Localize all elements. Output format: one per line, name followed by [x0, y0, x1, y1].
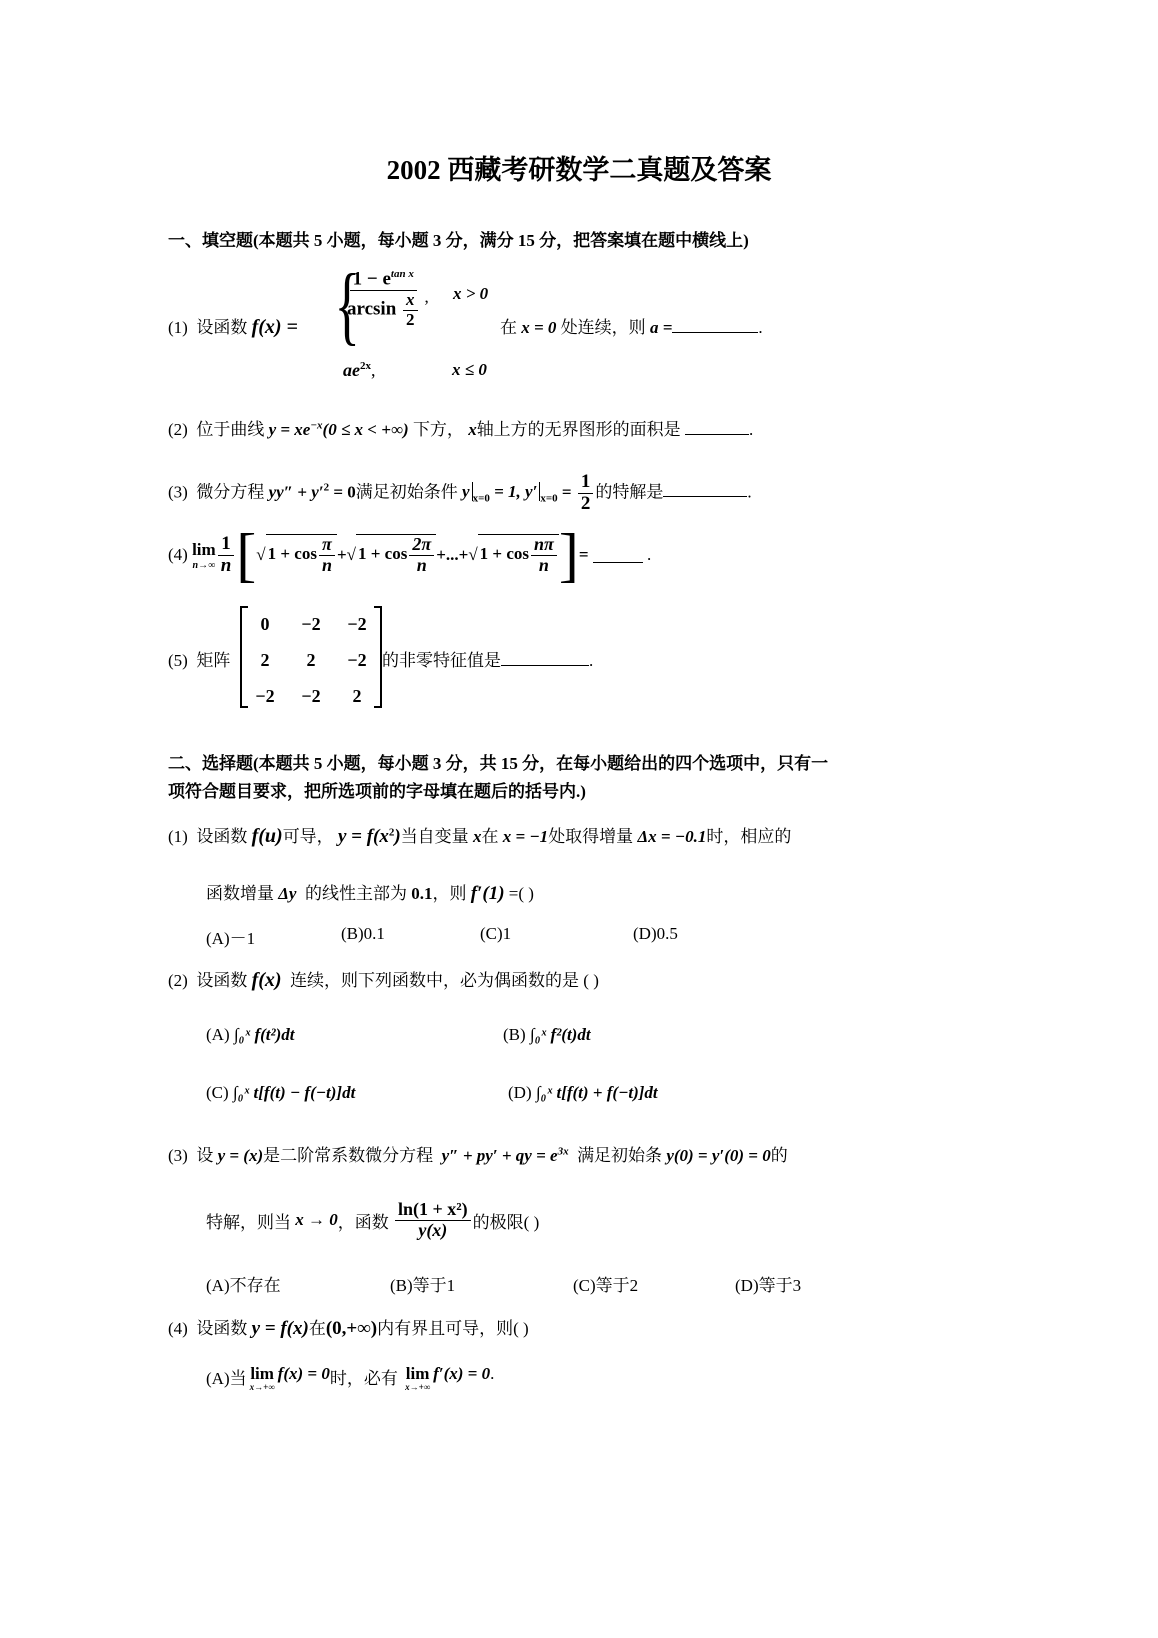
s2-q2: (2) 设函数 f(x) 连续，则下列函数中，必为偶函数的是 ( ) [168, 969, 599, 991]
s1-q1-lead: (1) 设函数 f(x) = [168, 316, 298, 338]
matrix-row: 0 −2 −2 [260, 613, 367, 634]
section-1-heading: 一、填空题(本题共 5 小题，每小题 3 分，满分 15 分，把答案填在题中横线上) [168, 231, 749, 250]
s2-q3-option-b: (B)等于1 [390, 1276, 456, 1295]
s1-q1-case2: $ae^{2x}$, [343, 360, 376, 380]
matrix [240, 606, 382, 708]
s2-q1-line2: 函数增量 Δy 的线性主部为 0.1，则 f′(1) =( ) [206, 883, 534, 904]
s1-q3: (3) 微分方程 $yy'' + y'^2 = 0$满足初始条件 y $_{x=0}$ = 1, y′ $_{x=0}$ = $\frac{1}{2}$ 的特解是 . [168, 471, 752, 514]
s1-q1-case1: $1 - e^{tan x}$ arcsin $\frac{x}{2}$ , [347, 268, 429, 329]
s2-q3-line1: (3) 设 y = (x)是二阶常系数微分方程 y″ + py′ + qy = $e^{3x}$ 满足初始条 y(0) = y′(0) = 0的 [168, 1145, 788, 1165]
s2-q3-option-d: (D)等于3 [735, 1276, 802, 1295]
s1-q5-lead: (5) 矩阵 [168, 651, 231, 670]
matrix-row: 2 2 −2 [260, 649, 367, 670]
s1-q1-cond2: x ≤ 0 [452, 360, 487, 379]
s2-q1-line1: (1) 设函数 f(u)可导， $y = f(x^2)$当自变量 x在 x = −1处取得增量 Δx = −0.1时，相应的 [168, 825, 792, 847]
s1-q5-tail: 的非零特征值是 . [382, 651, 594, 670]
s2-q2-option-a: (A) ∫₀ˣ f(t²)dt [206, 1025, 295, 1044]
s2-q1-option-c: (C)1 [480, 924, 512, 943]
s2-q4: (4) 设函数 y = f(x)在(0,+∞)内有界且可导，则( ) [168, 1318, 529, 1339]
page-title: 2002 西藏考研数学二真题及答案 [386, 155, 772, 185]
s2-q1-option-d: (D)0.5 [633, 924, 678, 943]
matrix-row: −2 −2 2 [255, 685, 362, 706]
piecewise-brace: { [334, 257, 360, 354]
s2-q3-option-a: (A)不存在 [206, 1276, 281, 1295]
section-2-heading-line2: 项符合题目要求，把所选项前的字母填在题后的括号内.) [168, 782, 586, 801]
s2-q3-line2: 特解，则当 x → 0 ，函数 $\frac{\text{ln(1 + x²)}}{y(x)}$ 的极限( ) [206, 1198, 540, 1240]
s2-q2-option-b: (B) ∫₀ˣ f²(t)dt [503, 1025, 591, 1044]
s2-q1-option-b: (B)0.1 [341, 924, 385, 943]
s1-q4: (4) lim n→∞ $\frac{1}{n}$ [ √ 1 + cos $\frac{\pi}{n}$ + √ 1 + cos $\frac{2\pi}{n}$ +...+ √ 1 + cos $\frac{n\pi}{n}$ ] = . [168, 522, 652, 588]
s1-q1-tail: 在 x = 0 处连续，则 a = . [500, 318, 763, 337]
s1-q1-cond1: x > 0 [453, 284, 489, 303]
s2-q1-option-a: (A)－1 [206, 929, 256, 948]
s2-q2-option-c: (C) ∫₀ˣ t[f(t) − f(−t)]dt [206, 1083, 356, 1102]
section-2-heading-line1: 二、选择题(本题共 5 小题，每小题 3 分，共 15 分，在每小题给出的四个选项中，只有一 [168, 754, 829, 773]
s2-q2-option-d: (D) ∫₀ˣ t[f(t) + f(−t)]dt [508, 1083, 658, 1102]
s2-q3-option-c: (C)等于2 [573, 1276, 639, 1295]
s1-q2: (2) 位于曲线 $y = xe^{-x}(0 \le x$ < +∞) 下方， x轴上方的无界图形的面积是 . [168, 419, 754, 439]
s2-q4-option-a: (A)当 lim x→+∞ f(x) = 0 时，必有 lim x→+∞ f′(x) = 0 . [206, 1364, 495, 1392]
